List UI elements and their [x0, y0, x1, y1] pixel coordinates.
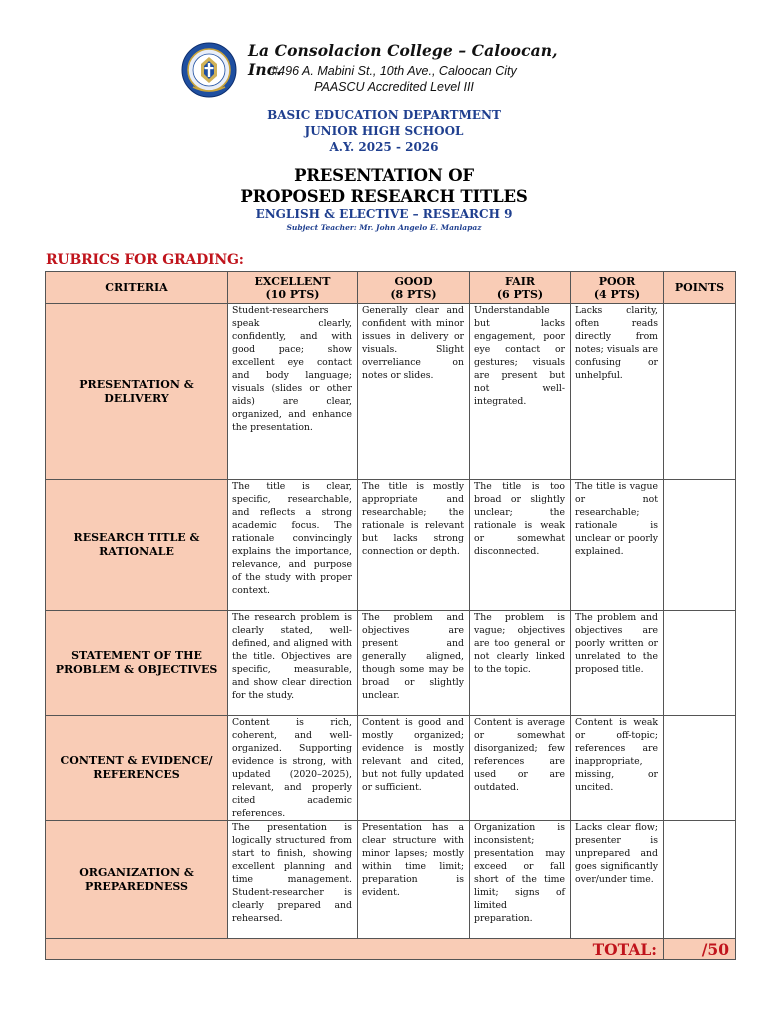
poor-cell: Content is weak or off-topic; references are inappropriate, missing, or uncited. [571, 716, 664, 821]
fair-cell: Content is average or somewhat disorganized; few references are used or are outdated. [470, 716, 571, 821]
document-title-line2: PROPOSED RESEARCH TITLES [240, 187, 528, 206]
header-poor: POOR (4 PTS) [571, 272, 664, 304]
points-cell[interactable] [664, 821, 736, 939]
fair-cell: Organization is inconsistent; presentation may exceed or fall short of the time limit; signs of limited preparation. [470, 821, 571, 939]
rubric-table [45, 271, 736, 960]
document-title-line1: PRESENTATION OF [294, 166, 474, 185]
school-seal-icon [181, 42, 237, 98]
excellent-cell: Student-researchers speak clearly, confidently, and with good pace; show excellent eye contact and body language; visuals (slides or other aids) are clear, organized, and enhance the presentation. [228, 304, 358, 480]
poor-cell: Lacks clarity, often reads directly from notes; visuals are confusing or unhelpful. [571, 304, 664, 480]
excellent-cell: Content is rich, coherent, and well-organized. Supporting evidence is strong, with updated (2020–2025), relevant, and properly cited academic references. [228, 716, 358, 821]
good-cell: The problem and objectives are present and generally aligned, though some may be broad or slightly unclear. [358, 611, 470, 716]
total-row [46, 939, 736, 960]
table-row [46, 304, 736, 480]
criteria-cell: STATEMENT OF THE PROBLEM & OBJECTIVES [46, 611, 228, 716]
header-points: POINTS [664, 272, 736, 304]
excellent-cell: The research problem is clearly stated, well-defined, and aligned with the title. Objectives are specific, measurable, and show clear direction for the study. [228, 611, 358, 716]
criteria-cell: ORGANIZATION & PREPAREDNESS [46, 821, 228, 939]
good-cell: Content is good and mostly organized; evidence is mostly relevant and cited, but not fully updated or sufficient. [358, 716, 470, 821]
school-name: La Consolacion College – Caloocan, Inc. [248, 41, 558, 79]
table-row [46, 611, 736, 716]
table-row [46, 821, 736, 939]
total-label: TOTAL: [46, 939, 664, 960]
points-cell[interactable] [664, 611, 736, 716]
school-level: JUNIOR HIGH SCHOOL [304, 124, 464, 138]
points-cell[interactable] [664, 304, 736, 480]
subject-teacher: Subject Teacher: Mr. John Angelo E. Manlapaz [286, 223, 482, 232]
poor-cell: Lacks clear flow; presenter is unprepared and goes significantly over/under time. [571, 821, 664, 939]
poor-cell: The title is vague or not researchable; rationale is unclear or poorly explained. [571, 480, 664, 611]
header-criteria: CRITERIA [46, 272, 228, 304]
criteria-cell: PRESENTATION & DELIVERY [46, 304, 228, 480]
department-name: BASIC EDUCATION DEPARTMENT [267, 108, 501, 122]
good-cell: The title is mostly appropriate and researchable; the rationale is relevant but lacks strong connection or depth. [358, 480, 470, 611]
accreditation: PAASCU Accredited Level III [314, 80, 474, 94]
table-row [46, 716, 736, 821]
good-cell: Presentation has a clear structure with minor lapses; mostly within time limit; preparation is evident. [358, 821, 470, 939]
points-cell[interactable] [664, 480, 736, 611]
excellent-cell: The title is clear, specific, researchable, and reflects a strong academic focus. The rationale convincingly explains the importance, relevance, and purpose of the study with proper context. [228, 480, 358, 611]
school-address: #496 A. Mabini St., 10th Ave., Caloocan City [271, 64, 517, 78]
fair-cell: Understandable but lacks engagement, poor eye contact or gestures; visuals are present but not well-integrated. [470, 304, 571, 480]
excellent-cell: The presentation is logically structured from start to finish, showing excellent planning and time management. Student-researcher is clearly prepared and rehearsed. [228, 821, 358, 939]
school-header [0, 40, 768, 100]
table-row [46, 480, 736, 611]
header-fair: FAIR (6 PTS) [470, 272, 571, 304]
fair-cell: The problem is vague; objectives are too general or not clearly linked to the topic. [470, 611, 571, 716]
header-good: GOOD (8 PTS) [358, 272, 470, 304]
subject-label: ENGLISH & ELECTIVE – RESEARCH 9 [255, 207, 513, 221]
header-excellent: EXCELLENT (10 PTS) [228, 272, 358, 304]
total-value: /50 [664, 939, 736, 960]
rubric-header-row [46, 272, 736, 304]
fair-cell: The title is too broad or slightly unclear; the rationale is weak or somewhat disconnected. [470, 480, 571, 611]
criteria-cell: CONTENT & EVIDENCE/ REFERENCES [46, 716, 228, 821]
rubrics-heading: RUBRICS FOR GRADING: [46, 252, 244, 268]
criteria-cell: RESEARCH TITLE & RATIONALE [46, 480, 228, 611]
good-cell: Generally clear and confident with minor issues in delivery or visuals. Slight overreliance on notes or slides. [358, 304, 470, 480]
points-cell[interactable] [664, 716, 736, 821]
academic-year: A.Y. 2025 - 2026 [329, 140, 439, 154]
poor-cell: The problem and objectives are poorly written or unrelated to the proposed title. [571, 611, 664, 716]
